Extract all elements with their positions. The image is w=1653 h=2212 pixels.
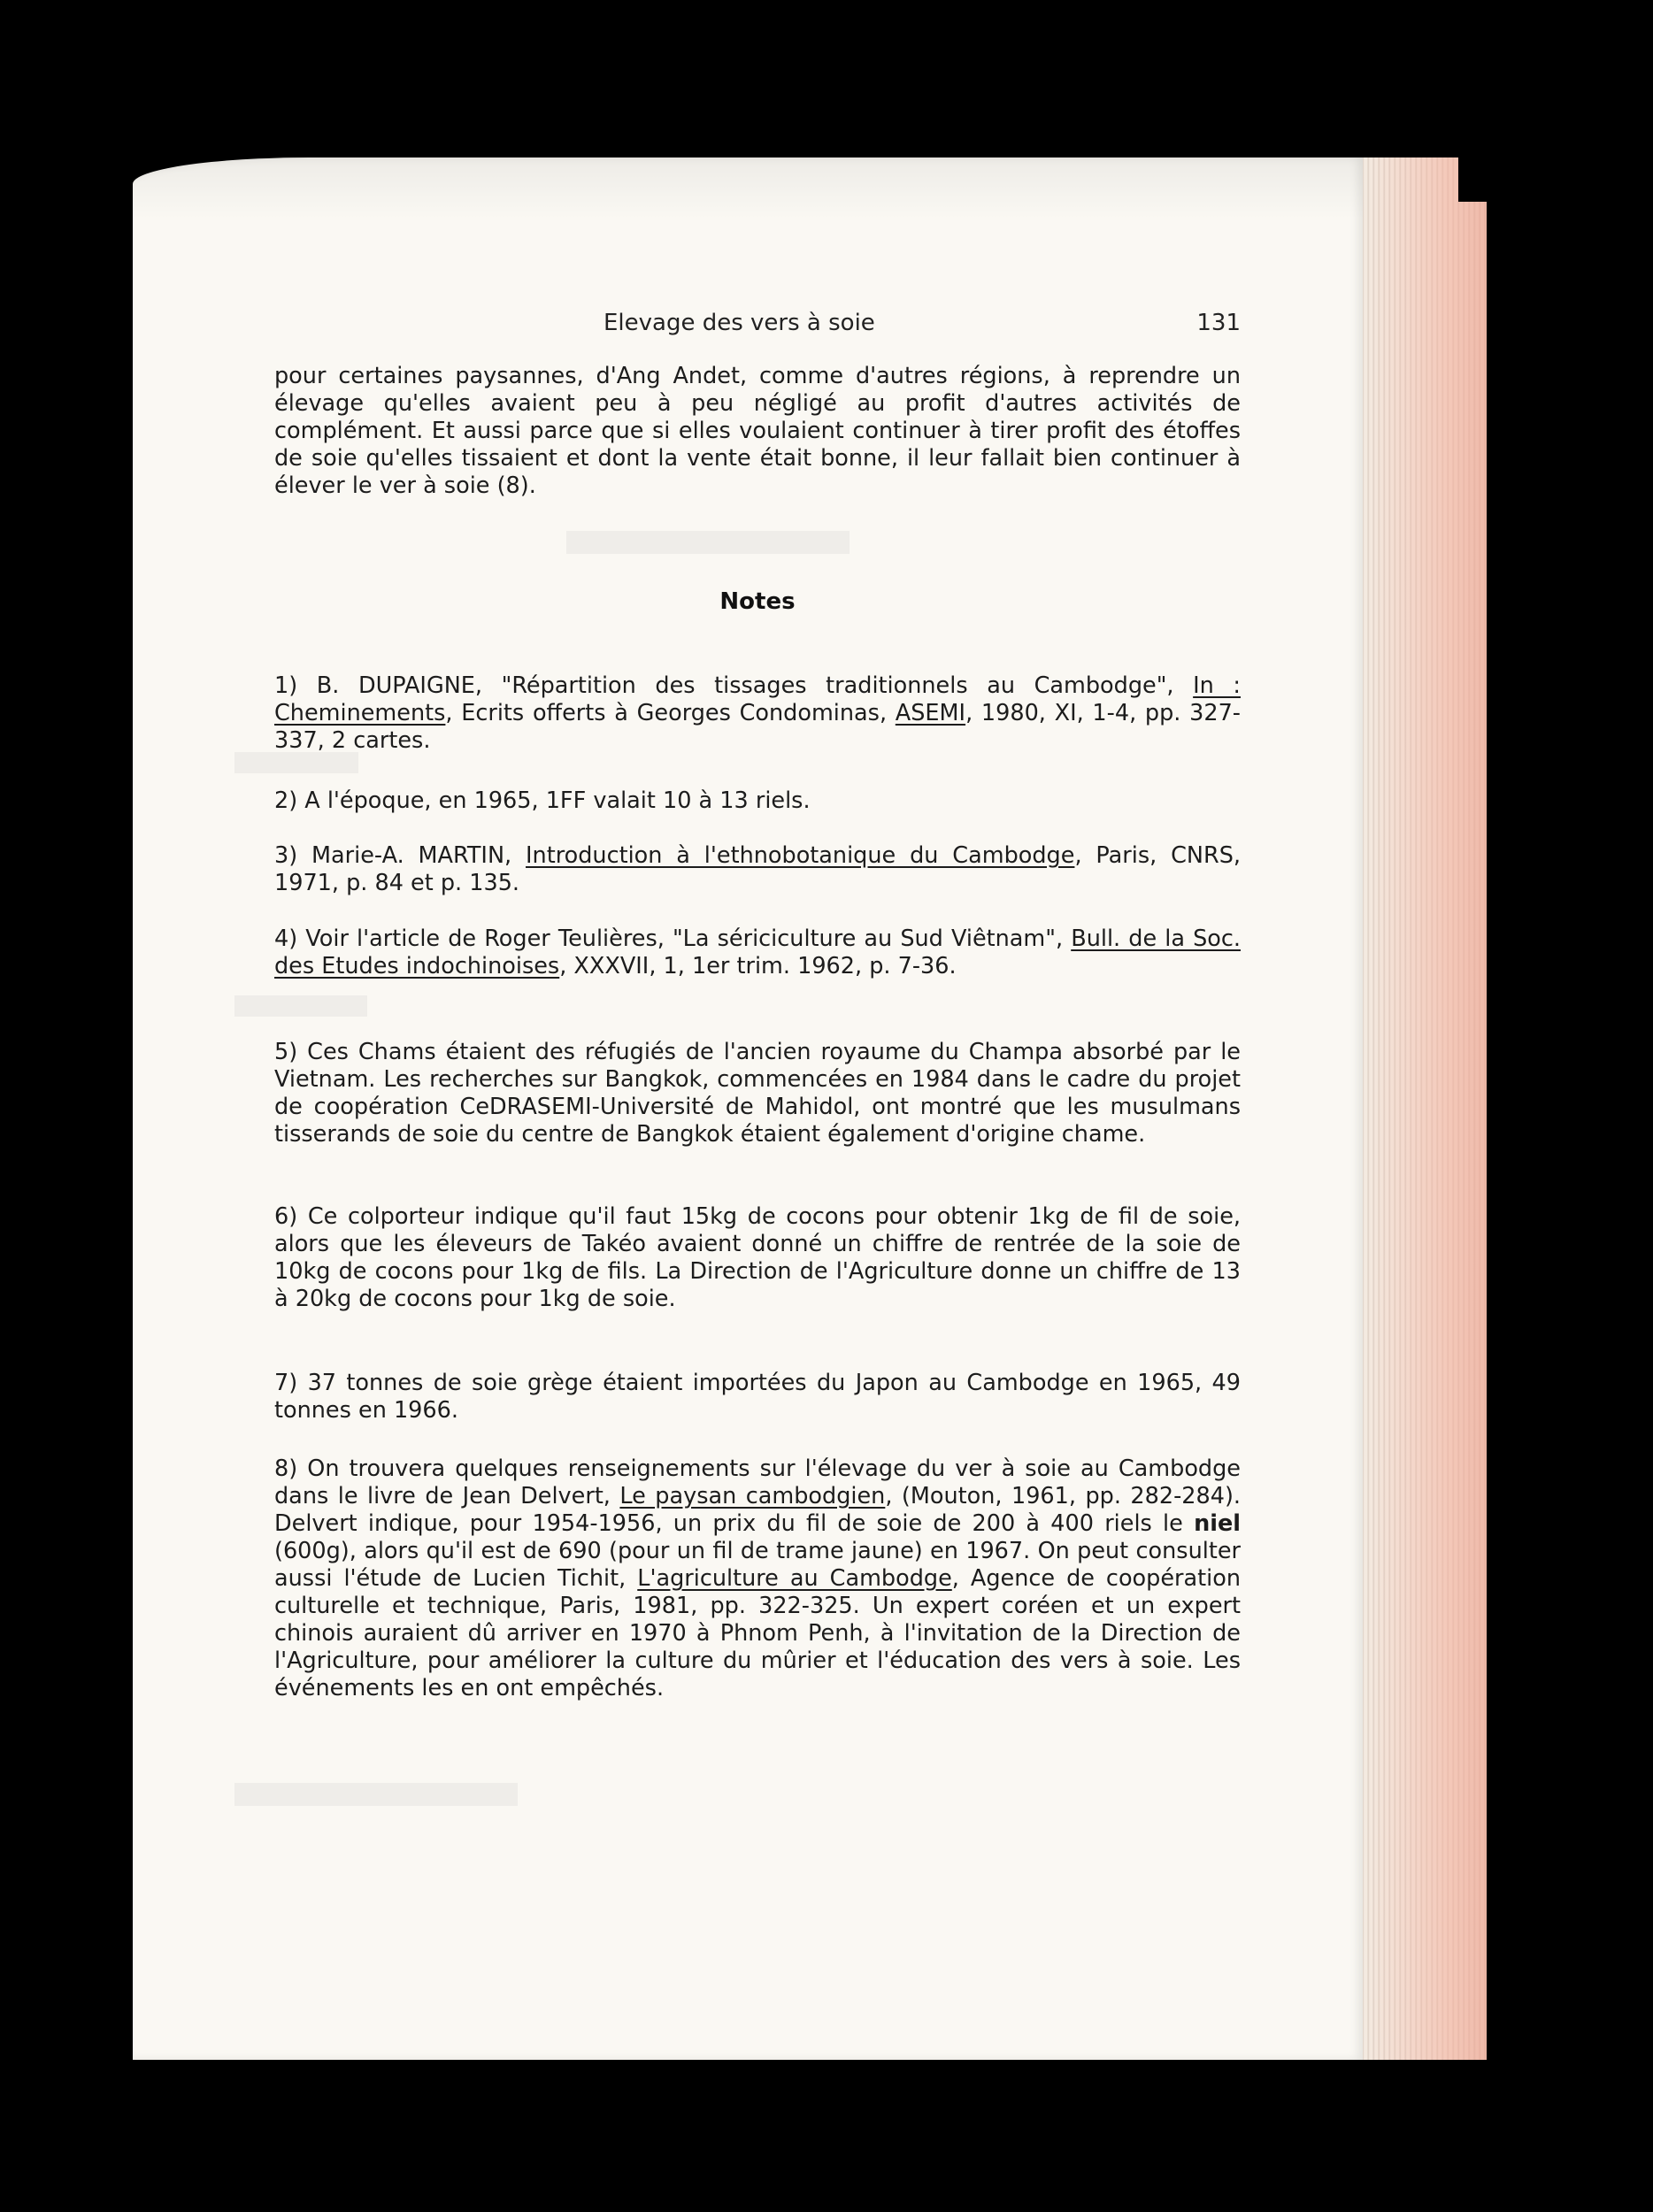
note-8-niel: niel (1194, 1510, 1241, 1537)
note-8-text-4: , Agence de coopération culturelle et technique, Paris, 1981, pp. 322-325. Un expert coréen et un expert chinois auraient dû arriver en 1970 à Phnom Penh, à l'invitation de la Direction de l'Agriculture, pour améliorer la culture du mûrier et l'éducation des vers à soie. Les événements les en ont empêchés. (274, 1565, 1241, 1701)
note-8 (274, 1455, 1241, 1702)
note-4-text: 4) Voir l'article de Roger Teulières, "La sériciculture au Sud Viêtnam", (274, 926, 1072, 952)
note-8-text-3: (600g), alors qu'il est de 690 (pour un fil de trame jaune) en 1967. On peut consulter aussi l'étude de Lucien Tichit, (274, 1538, 1241, 1592)
show-through-shadow (234, 752, 358, 773)
note-3 (274, 842, 1241, 897)
note-8-book-title: Le paysan cambodgien (619, 1483, 886, 1509)
note-4-journal: Bull. de la Soc. des Etudes indochinoises (274, 926, 1241, 979)
note-1-source-title: In : Cheminements (274, 672, 1241, 726)
note-1-text-2: , Ecrits offerts à Georges Condominas, (445, 700, 896, 726)
note-1-journal: ASEMI (895, 700, 966, 726)
note-3-text: 3) Marie-A. MARTIN, (274, 842, 527, 869)
note-5: 5) Ces Chams étaient des réfugiés de l'ancien royaume du Champa absorbé par le Vietnam. Les recherches sur Bangkok, commencées en 1984 dans le cadre du projet de coopération CeDRASEMI-Université de Mahidol, ont montré que les musulmans tisserands de soie du centre de Bangkok étaient également d'origine chame. (274, 1039, 1241, 1148)
notes-heading: Notes (719, 588, 796, 615)
running-header (274, 310, 1241, 342)
note-4 (274, 926, 1241, 980)
note-8-book-title-2: L'agriculture au Cambodge (637, 1565, 952, 1592)
show-through-shadow (234, 995, 367, 1017)
note-8-text: 8) On trouvera quelques renseignements sur l'élevage du ver à soie au Cambodge dans le livre de Jean Delvert, (274, 1455, 1241, 1509)
note-6: 6) Ce colporteur indique qu'il faut 15kg de cocons pour obtenir 1kg de fil de soie, alors que les éleveurs de Takéo avaient donné un chiffre de rentrée de la soie de 10kg de cocons pour 1kg de fils. La Direction de l'Agriculture donne un chiffre de 13 à 20kg de cocons pour 1kg de soie. (274, 1203, 1241, 1312)
running-title: Elevage des vers à soie (604, 310, 875, 336)
show-through-shadow (234, 1783, 518, 1806)
note-1-text: 1) B. DUPAIGNE, "Répartition des tissages traditionnels au Cambodge", (274, 672, 1194, 699)
intro-paragraph: pour certaines paysannes, d'Ang Andet, comme d'autres régions, à reprendre un élevage qu'elles avaient peu à peu négligé au profit d'autres activités de complément. Et aussi parce que si elles voulaient continuer à tirer profit des étoffes de soie qu'elles tissaient et dont la vente était bonne, il leur fallait bien continuer à élever le ver à soie (8). (274, 363, 1241, 499)
show-through-shadow (566, 531, 850, 554)
page-edges (1354, 157, 1522, 2060)
note-3-text-2: , Paris, CNRS, 1971, p. 84 et p. 135. (274, 842, 1242, 896)
note-1-text-3: , 1980, XI, 1-4, pp. 327-337, 2 cartes. (274, 700, 1241, 754)
note-2: 2) A l'époque, en 1965, 1FF valait 10 à 13 riels. (274, 787, 811, 814)
note-8-text-2: , (Mouton, 1961, pp. 282-284). Delvert indique, pour 1954-1956, un prix du fil de soie de 200 à 400 riels le (274, 1483, 1241, 1537)
page-number: 131 (1196, 310, 1241, 336)
note-7: 7) 37 tonnes de soie grège étaient importées du Japon au Cambodge en 1965, 49 tonnes en 1966. (274, 1370, 1241, 1424)
note-1 (274, 672, 1241, 755)
note-3-book-title: Introduction à l'ethnobotanique du Cambodge (526, 842, 1075, 869)
note-4-text-2: , XXXVII, 1, 1er trim. 1962, p. 7-36. (559, 953, 957, 979)
